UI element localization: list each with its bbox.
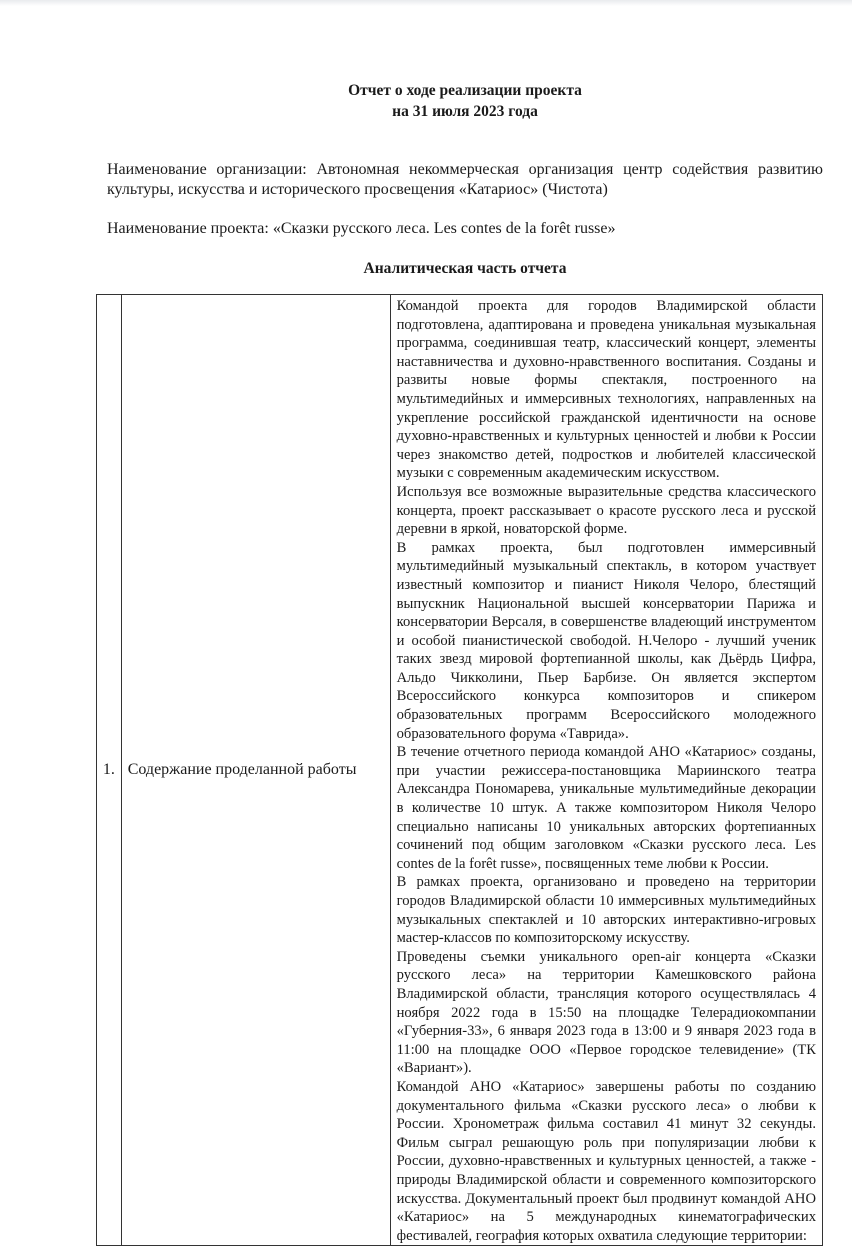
row-number: 1. [97,295,122,1246]
report-table [96,294,823,1246]
report-title-line2: на 31 июля 2023 года [392,103,538,120]
content-paragraph: Используя все возможные выразительные средства классического концерта, проект рассказывает о красоте русского леса и русской деревни в яркой, новаторской форме. [396,483,816,538]
content-paragraph: Командой проекта для городов Владимирской области подготовлена, адаптирована и проведена уникальная музыкальная программа, соединившая театр, классический концерт, элементы наставничества и духовно-нравственного воспитания. Созданы и развиты новые формы спектакля, построенного на мультимедийных и иммерсивных технологиях, направленных на укрепление российской гражданской идентичности на основе духовно-нравственных и культурных ценностей и любви к России через знакомство детей, подростков и любителей классической музыки с современным академическим искусством. [396,298,816,482]
project-name: Наименование проекта: «Сказки русского леса. Les contes de la forêt russe» [107,220,616,237]
content-paragraph: Проведены съемки уникального open-air концерта «Сказки русского леса» на территории Камешковского района Владимирской области, трансляция которого осуществлялась 4 ноября 2022 года в 15:50 на площадке Телерадиокомпании «Губерния-33», 6 января 2023 года в 13:00 и 9 января 2023 года в 11:00 на площадке ООО «Первое городское телевидение» (ТК «Вариант»). [396,948,816,1077]
section-title: Аналитическая часть отчета [363,260,567,277]
content-paragraph: Командой АНО «Катариос» завершены работы по созданию документального фильма «Сказки русского леса» о любви к России. Хронометраж фильма составил 41 минут 32 секунды. Фильм сыграл решающую роль при популяризации любви к России, духовно-нравственных и культурных ценностей, а также - природы Владимирской области и современного композиторского искусства. Документальный проект был продвинут командой АНО «Катариос» на 5 международных кинематографических фестивалей, география которых охватила следующие территории: [396,1078,816,1244]
report-title [0,80,852,122]
row-content [390,295,822,1246]
scan-edge-artifact [0,0,852,6]
content-paragraph: В рамках проекта, организовано и проведено на территории городов Владимирской области 10 иммерсивных мультимедийных музыкальных спектаклей и 10 авторских интерактивно-игровых мастер-классов по композиторскому искусству. [396,874,816,947]
table-row [97,295,823,1246]
row-label: Содержание проделанной работы [121,295,390,1246]
report-title-line1: Отчет о ходе реализации проекта [348,82,582,99]
content-paragraph: В рамках проекта, был подготовлен иммерсивный мультимедийный музыкальный спектакль, в котором участвует известный композитор и пианист Николя Челоро, блестящий выпускник Национальной высшей консерватории Парижа и консерватории Версаля, в совершенстве владеющий инструментом и особой пианистической свободой. Н.Челоро - лучший ученик таких звезд мировой фортепианной школы, как Дьёрдь Цифра, Альдо Чикколини, Пьер Барбизе. Он является экспертом Всероссийского конкурса композиторов и спикером образовательных программ Всероссийского молодежного образовательного форума «Таврида». [396,539,816,742]
organization-name: Наименование организации: Автономная некоммерческая организация центр содействия развитию культуры, искусства и исторического просвещения «Катариос» (Чистота) [107,161,823,198]
content-paragraph: В течение отчетного периода командой АНО «Катариос» созданы, при участии режиссера-постановщика Мариинского театра Александра Пономарева, уникальные мультимедийные декорации в количестве 10 штук. А также композитором Николя Челоро специально написаны 10 уникальных авторских фортепианных сочинений под общим заголовком «Сказки русского леса. Les contes de la forêt russe», посвященных теме любви к России. [396,744,816,872]
